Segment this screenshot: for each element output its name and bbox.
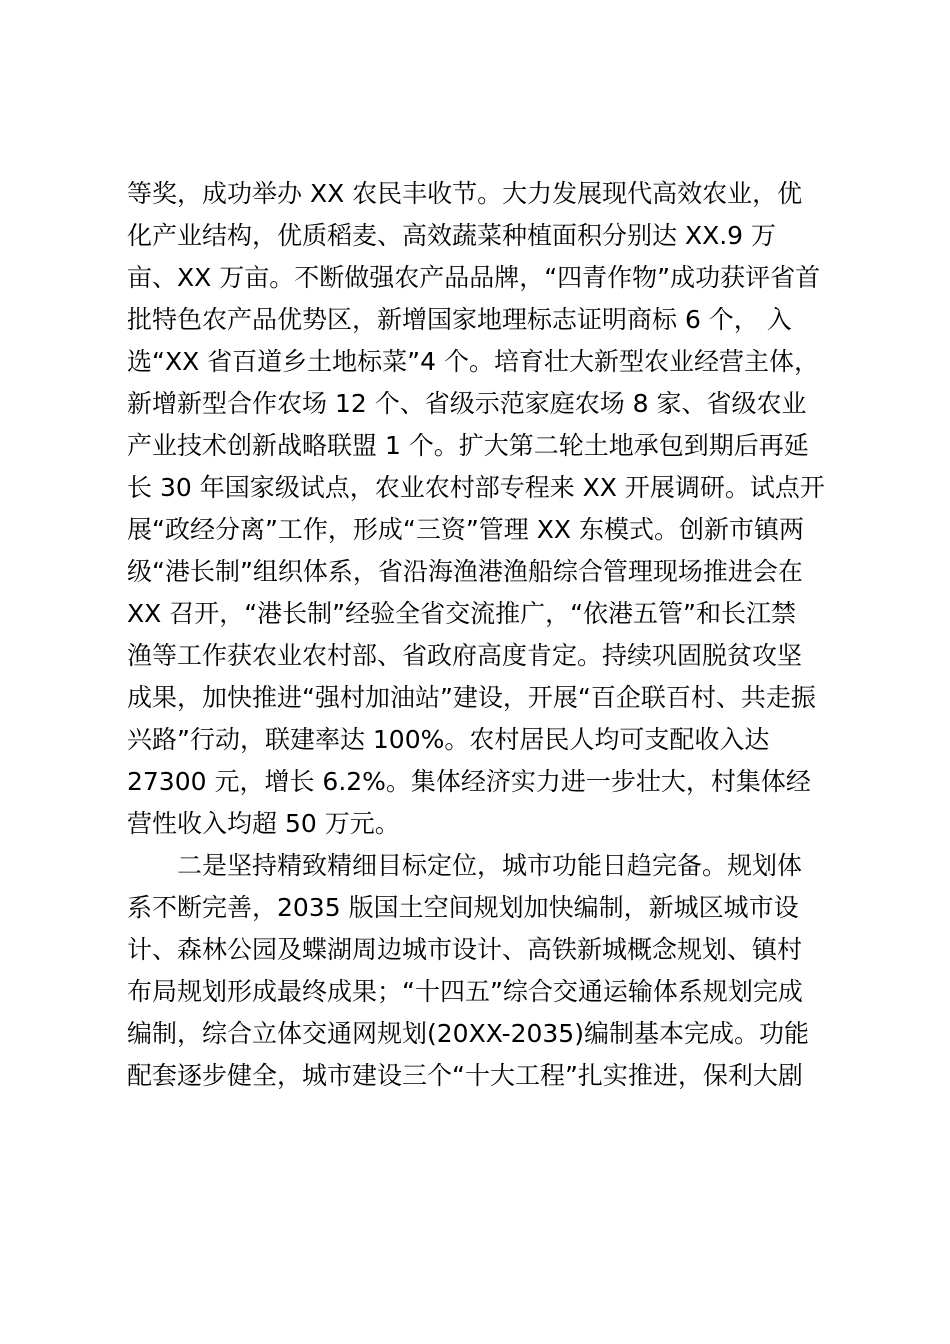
text-line: 长 30 年国家级试点，农业农村部专程来 XX 开展调研。试点开 [127,473,825,502]
text-line: 渔等工作获农业农村部、省政府高度肯定。持续巩固脱贫攻坚 [127,641,803,670]
text-line: 亩、XX 万亩。不断做强农产品品牌，“四青作物”成功获评省首 [127,263,821,292]
text-line: 等奖，成功举办 XX 农民丰收节。大力发展现代高效农业，优 [127,179,803,208]
text-line: 配套逐步健全，城市建设三个“十大工程”扎实推进，保利大剧 [127,1061,803,1090]
text-line: 二是坚持精致精细目标定位，城市功能日趋完备。规划体 [177,851,803,880]
text-line: 27300 元，增长 6.2%。集体经济实力进一步壮大，村集体经 [127,767,811,796]
text-line: 兴路”行动，联建率达 100%。农村居民人均可支配收入达 [127,725,770,754]
paragraph [127,173,837,845]
text-line: 编制，综合立体交通网规划(20XX-2035)编制基本完成。功能 [127,1019,809,1048]
text-line: XX 召开，“港长制”经验全省交流推广，“依港五管”和长江禁 [127,599,797,628]
text-line: 成果，加快推进“强村加油站”建设，开展“百企联百村、共走振 [127,683,816,712]
text-line: 布局规划形成最终成果；“十四五”综合交通运输体系规划完成 [127,977,803,1006]
text-line: 化产业结构，优质稻麦、高效蔬菜种植面积分别达 XX.9 万 [127,221,777,250]
document-body [127,173,837,1097]
text-line: 新增新型合作农场 12 个、省级示范家庭农场 8 家、省级农业 [127,389,807,418]
paragraph [127,845,837,1097]
text-line: 展“政经分离”工作，形成“三资”管理 XX 东模式。创新市镇两 [127,515,804,544]
text-line: 批特色农产品优势区，新增国家地理标志证明商标 6 个， 入 [127,305,792,334]
text-line: 级“港长制”组织体系，省沿海渔港渔船综合管理现场推进会在 [127,557,803,586]
text-line: 营性收入均超 50 万元。 [127,809,400,838]
text-line: 选“XX 省百道乡土地标菜”4 个。培育壮大新型农业经营主体， [127,347,819,376]
text-line: 产业技术创新战略联盟 1 个。扩大第二轮土地承包到期后再延 [127,431,809,460]
text-line: 系不断完善，2035 版国土空间规划加快编制，新城区城市设 [127,893,799,922]
text-line: 计、森林公园及蝶湖周边城市设计、高铁新城概念规划、镇村 [127,935,803,964]
